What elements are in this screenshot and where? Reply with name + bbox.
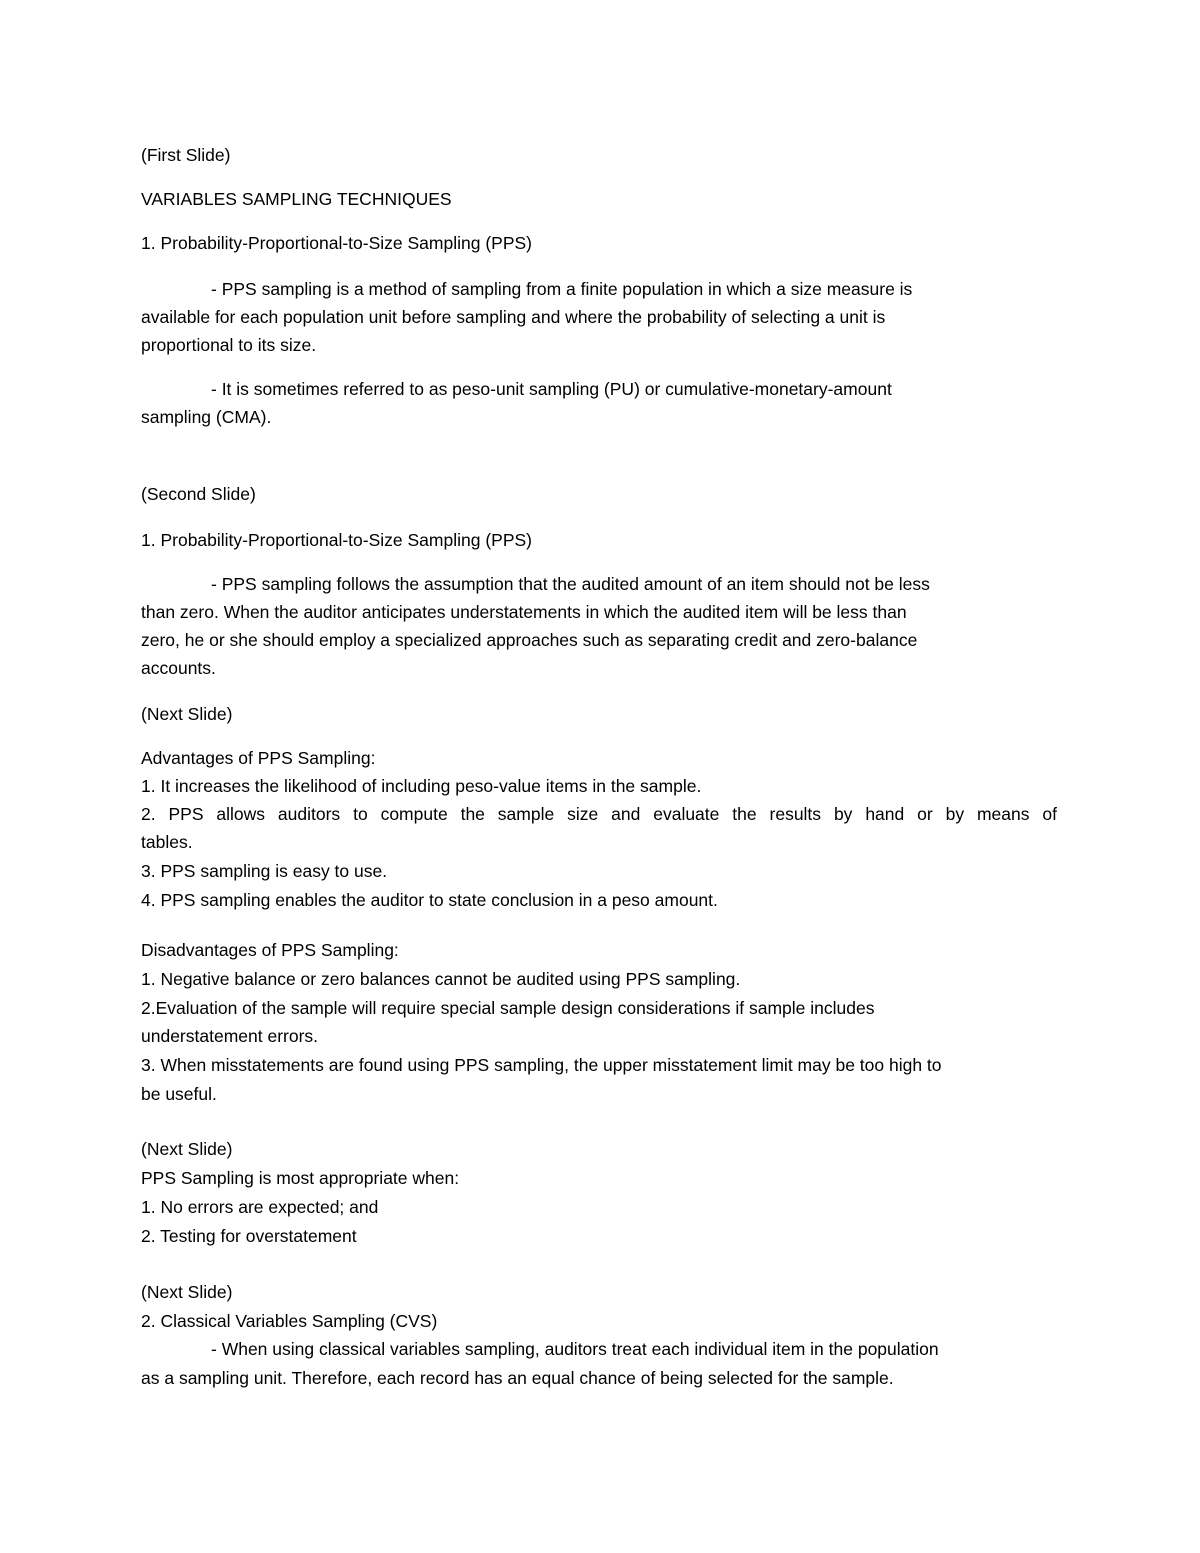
- paragraph-line: zero, he or she should employ a specialized approaches such as separating credit and zero-balance: [141, 630, 918, 650]
- list-item: 2.Evaluation of the sample will require special sample design considerations if sample includes: [141, 998, 875, 1018]
- paragraph-line: than zero. When the auditor anticipates understatements in which the audited item will be less than: [141, 602, 907, 622]
- paragraph-line: - PPS sampling follows the assumption that the audited amount of an item should not be less: [211, 574, 930, 594]
- section-heading-pps: 1. Probability-Proportional-to-Size Sampling (PPS): [141, 530, 532, 550]
- paragraph-line: - It is sometimes referred to as peso-unit sampling (PU) or cumulative-monetary-amount: [211, 379, 892, 399]
- paragraph-line: - PPS sampling is a method of sampling from a finite population in which a size measure is: [211, 279, 913, 299]
- slide-marker-second: (Second Slide): [141, 484, 256, 504]
- list-item: 3. PPS sampling is easy to use.: [141, 861, 388, 881]
- paragraph-line: sampling (CMA).: [141, 407, 272, 427]
- slide-marker-next: (Next Slide): [141, 1139, 233, 1159]
- list-item: 1. It increases the likelihood of including peso-value items in the sample.: [141, 776, 702, 796]
- section-heading-pps: 1. Probability-Proportional-to-Size Sampling (PPS): [141, 233, 532, 253]
- list-item: 1. No errors are expected; and: [141, 1197, 379, 1217]
- paragraph-line: as a sampling unit. Therefore, each record has an equal chance of being selected for the sample.: [141, 1368, 894, 1388]
- list-item: 3. When misstatements are found using PPS sampling, the upper misstatement limit may be too high to: [141, 1055, 942, 1075]
- section-heading-cvs: 2. Classical Variables Sampling (CVS): [141, 1311, 438, 1331]
- paragraph-line: proportional to its size.: [141, 335, 317, 355]
- disadvantages-heading: Disadvantages of PPS Sampling:: [141, 940, 399, 960]
- slide-marker-first: (First Slide): [141, 145, 231, 165]
- list-item: tables.: [141, 832, 193, 852]
- paragraph-line: - When using classical variables sampling, auditors treat each individual item in the population: [211, 1339, 939, 1359]
- slide-marker-next: (Next Slide): [141, 704, 233, 724]
- list-item: 4. PPS sampling enables the auditor to state conclusion in a peso amount.: [141, 890, 718, 910]
- advantages-heading: Advantages of PPS Sampling:: [141, 748, 376, 768]
- paragraph-line: accounts.: [141, 658, 216, 678]
- paragraph-line: available for each population unit before sampling and where the probability of selecting a unit is: [141, 307, 886, 327]
- list-item: 2. PPS allows auditors to compute the sample size and evaluate the results by hand or by means of: [141, 804, 1057, 824]
- document-title: VARIABLES SAMPLING TECHNIQUES: [141, 189, 452, 209]
- list-item: be useful.: [141, 1084, 217, 1104]
- list-item: understatement errors.: [141, 1026, 319, 1046]
- list-item: 1. Negative balance or zero balances cannot be audited using PPS sampling.: [141, 969, 741, 989]
- slide-marker-next: (Next Slide): [141, 1282, 233, 1302]
- list-item: 2. Testing for overstatement: [141, 1226, 357, 1246]
- section-heading: PPS Sampling is most appropriate when:: [141, 1168, 460, 1188]
